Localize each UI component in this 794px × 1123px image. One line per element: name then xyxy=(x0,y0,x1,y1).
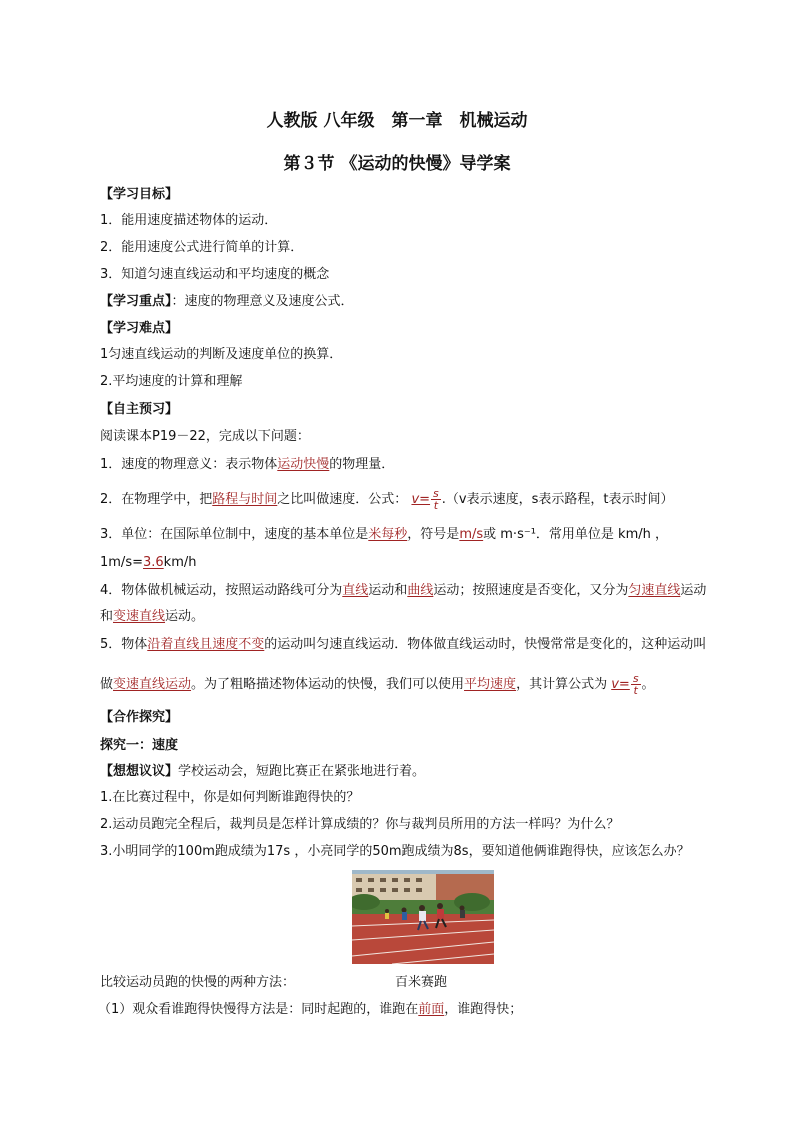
q4-answer-4: 变速直线 xyxy=(113,609,166,624)
explore-item: 2.运动员跑完全程后，裁判员是怎样计算成绩的？你与裁判员所用的方法一样吗？为什么？ xyxy=(100,817,620,832)
q5-fraction xyxy=(631,673,641,696)
preview-q1 xyxy=(100,456,394,474)
think-text: 学校运动会，短跑比赛正在紧张地进行着。 xyxy=(178,764,426,779)
q3-line2-text: 1m/s= xyxy=(100,555,143,570)
q4-answer-2: 曲线 xyxy=(407,583,434,598)
method-1-text: （1）观众看谁跑得快慢得方法是：同时起跑的，谁跑在 xyxy=(98,1002,419,1017)
explore-subheading: 探究一：速度 xyxy=(100,738,179,753)
difficulty-heading: 【学习难点】 xyxy=(100,321,179,336)
preview-q3-line2 xyxy=(100,554,196,572)
q5-answer-2: 变速直线运动 xyxy=(113,677,192,692)
lesson-title: 第３节 《运动的快慢》导学案 xyxy=(283,154,511,174)
q2-text-mid: 之比叫做速度．公式： xyxy=(277,492,408,507)
q5-formula: v= xyxy=(611,677,630,692)
preview-q5 xyxy=(100,636,706,654)
q4-answer-1: 直线 xyxy=(342,583,369,598)
q5-text-mid: 。为了粗略描述物体运动的快慢，我们可以使用 xyxy=(191,677,465,692)
q2-formula: v= xyxy=(411,492,431,507)
q3-text-mid: ，符号是 xyxy=(407,527,460,542)
preview-intro: 阅读课本P19－22，完成以下问题： xyxy=(100,429,310,444)
preview-q5-line2 xyxy=(100,673,655,696)
q4-line2-text: 和 xyxy=(100,609,114,624)
q5-answer-3: 平均速度 xyxy=(464,677,517,692)
fraction-denominator: t xyxy=(433,499,439,512)
fraction-numerator: s xyxy=(433,487,439,500)
goal-item: 3．知道匀速直线运动和平均速度的概念 xyxy=(100,267,330,282)
explore-item: 3.小明同学的100m跑成绩为17s ，小亮同学的50m跑成绩为8s，要知道他俩谁跑得快，应该怎么办？ xyxy=(100,844,690,859)
preview-q4-line2 xyxy=(100,608,204,626)
q3-answer-conversion: 3.6 xyxy=(142,555,164,570)
q3-answer-unit: 米每秒 xyxy=(368,527,408,542)
q1-text: 1．速度的物理意义：表示物体 xyxy=(100,457,278,472)
method-1 xyxy=(98,1001,522,1019)
keypoint-line xyxy=(100,293,354,311)
goal-item: 2．能用速度公式进行简单的计算． xyxy=(100,240,304,255)
compare-methods-label: 比较运动员跑的快慢的两种方法： xyxy=(100,975,296,990)
document-title: 人教版 八年级 第一章 机械运动 xyxy=(266,111,528,131)
keypoint-text: ：速度的物理意义及速度公式． xyxy=(171,294,354,309)
photo-caption: 百米赛跑 xyxy=(395,975,448,990)
method-1-end: ，谁跑得快； xyxy=(444,1002,523,1017)
q5-text-end: 的运动叫匀速直线运动．物体做直线运动时，快慢常常是变化的，这种运动叫 xyxy=(264,637,707,652)
q3-answer-symbol: m/s xyxy=(459,527,484,542)
explore-heading: 【合作探究】 xyxy=(100,710,179,725)
preview-heading: 【自主预习】 xyxy=(100,402,179,417)
method-1-answer: 前面 xyxy=(418,1002,445,1017)
q2-fraction xyxy=(431,488,441,511)
sprint-race-photo xyxy=(352,870,494,964)
q2-answer: 路程与时间 xyxy=(212,492,278,507)
difficulty-item: 2.平均速度的计算和理解 xyxy=(100,374,243,389)
q3-text-end: 或 m·s⁻¹．常用单位是 km/h ， xyxy=(483,527,668,542)
q4-text-mid2: 运动；按照速度是否变化，又分为 xyxy=(433,583,629,598)
q5-answer-1: 沿着直线且速度不变 xyxy=(147,637,265,652)
difficulty-item: 1匀速直线运动的判断及速度单位的换算． xyxy=(100,347,343,362)
q4-text-mid1: 运动和 xyxy=(368,583,408,598)
explore-item: 1.在比赛过程中，你是如何判断谁跑得快的？ xyxy=(100,790,360,805)
keypoint-heading: 【学习重点】 xyxy=(100,294,172,309)
preview-q3 xyxy=(100,526,668,544)
q3-line2-end: km/h xyxy=(163,555,197,570)
goal-item: 1．能用速度描述物体的运动． xyxy=(100,213,278,228)
think-line xyxy=(100,763,425,781)
q5-text: 5．物体 xyxy=(100,637,148,652)
preview-q2 xyxy=(100,488,673,511)
q5-end: 。 xyxy=(641,677,655,692)
goals-heading: 【学习目标】 xyxy=(100,187,179,202)
q4-line2-end: 运动。 xyxy=(165,609,205,624)
q1-answer: 运动快慢 xyxy=(277,457,330,472)
think-heading: 【想想议议】 xyxy=(100,764,179,779)
q3-text: 3．单位：在国际单位制中，速度的基本单位是 xyxy=(100,527,369,542)
q4-text-end: 运动 xyxy=(680,583,707,598)
q5-line2-text: 做 xyxy=(100,677,114,692)
q4-answer-3: 匀速直线 xyxy=(628,583,681,598)
q2-text: 2．在物理学中，把 xyxy=(100,492,213,507)
fraction-denominator: t xyxy=(633,684,638,697)
q4-text: 4．物体做机械运动，按照运动路线可分为 xyxy=(100,583,343,598)
fraction-numerator: s xyxy=(632,672,639,685)
q2-text-end: .（v表示速度，s表示路程，t表示时间） xyxy=(441,492,674,507)
preview-q4 xyxy=(100,582,706,600)
q1-text-end: 的物理量． xyxy=(329,457,395,472)
q5-text-mid2: ，其计算公式为 xyxy=(516,677,608,692)
